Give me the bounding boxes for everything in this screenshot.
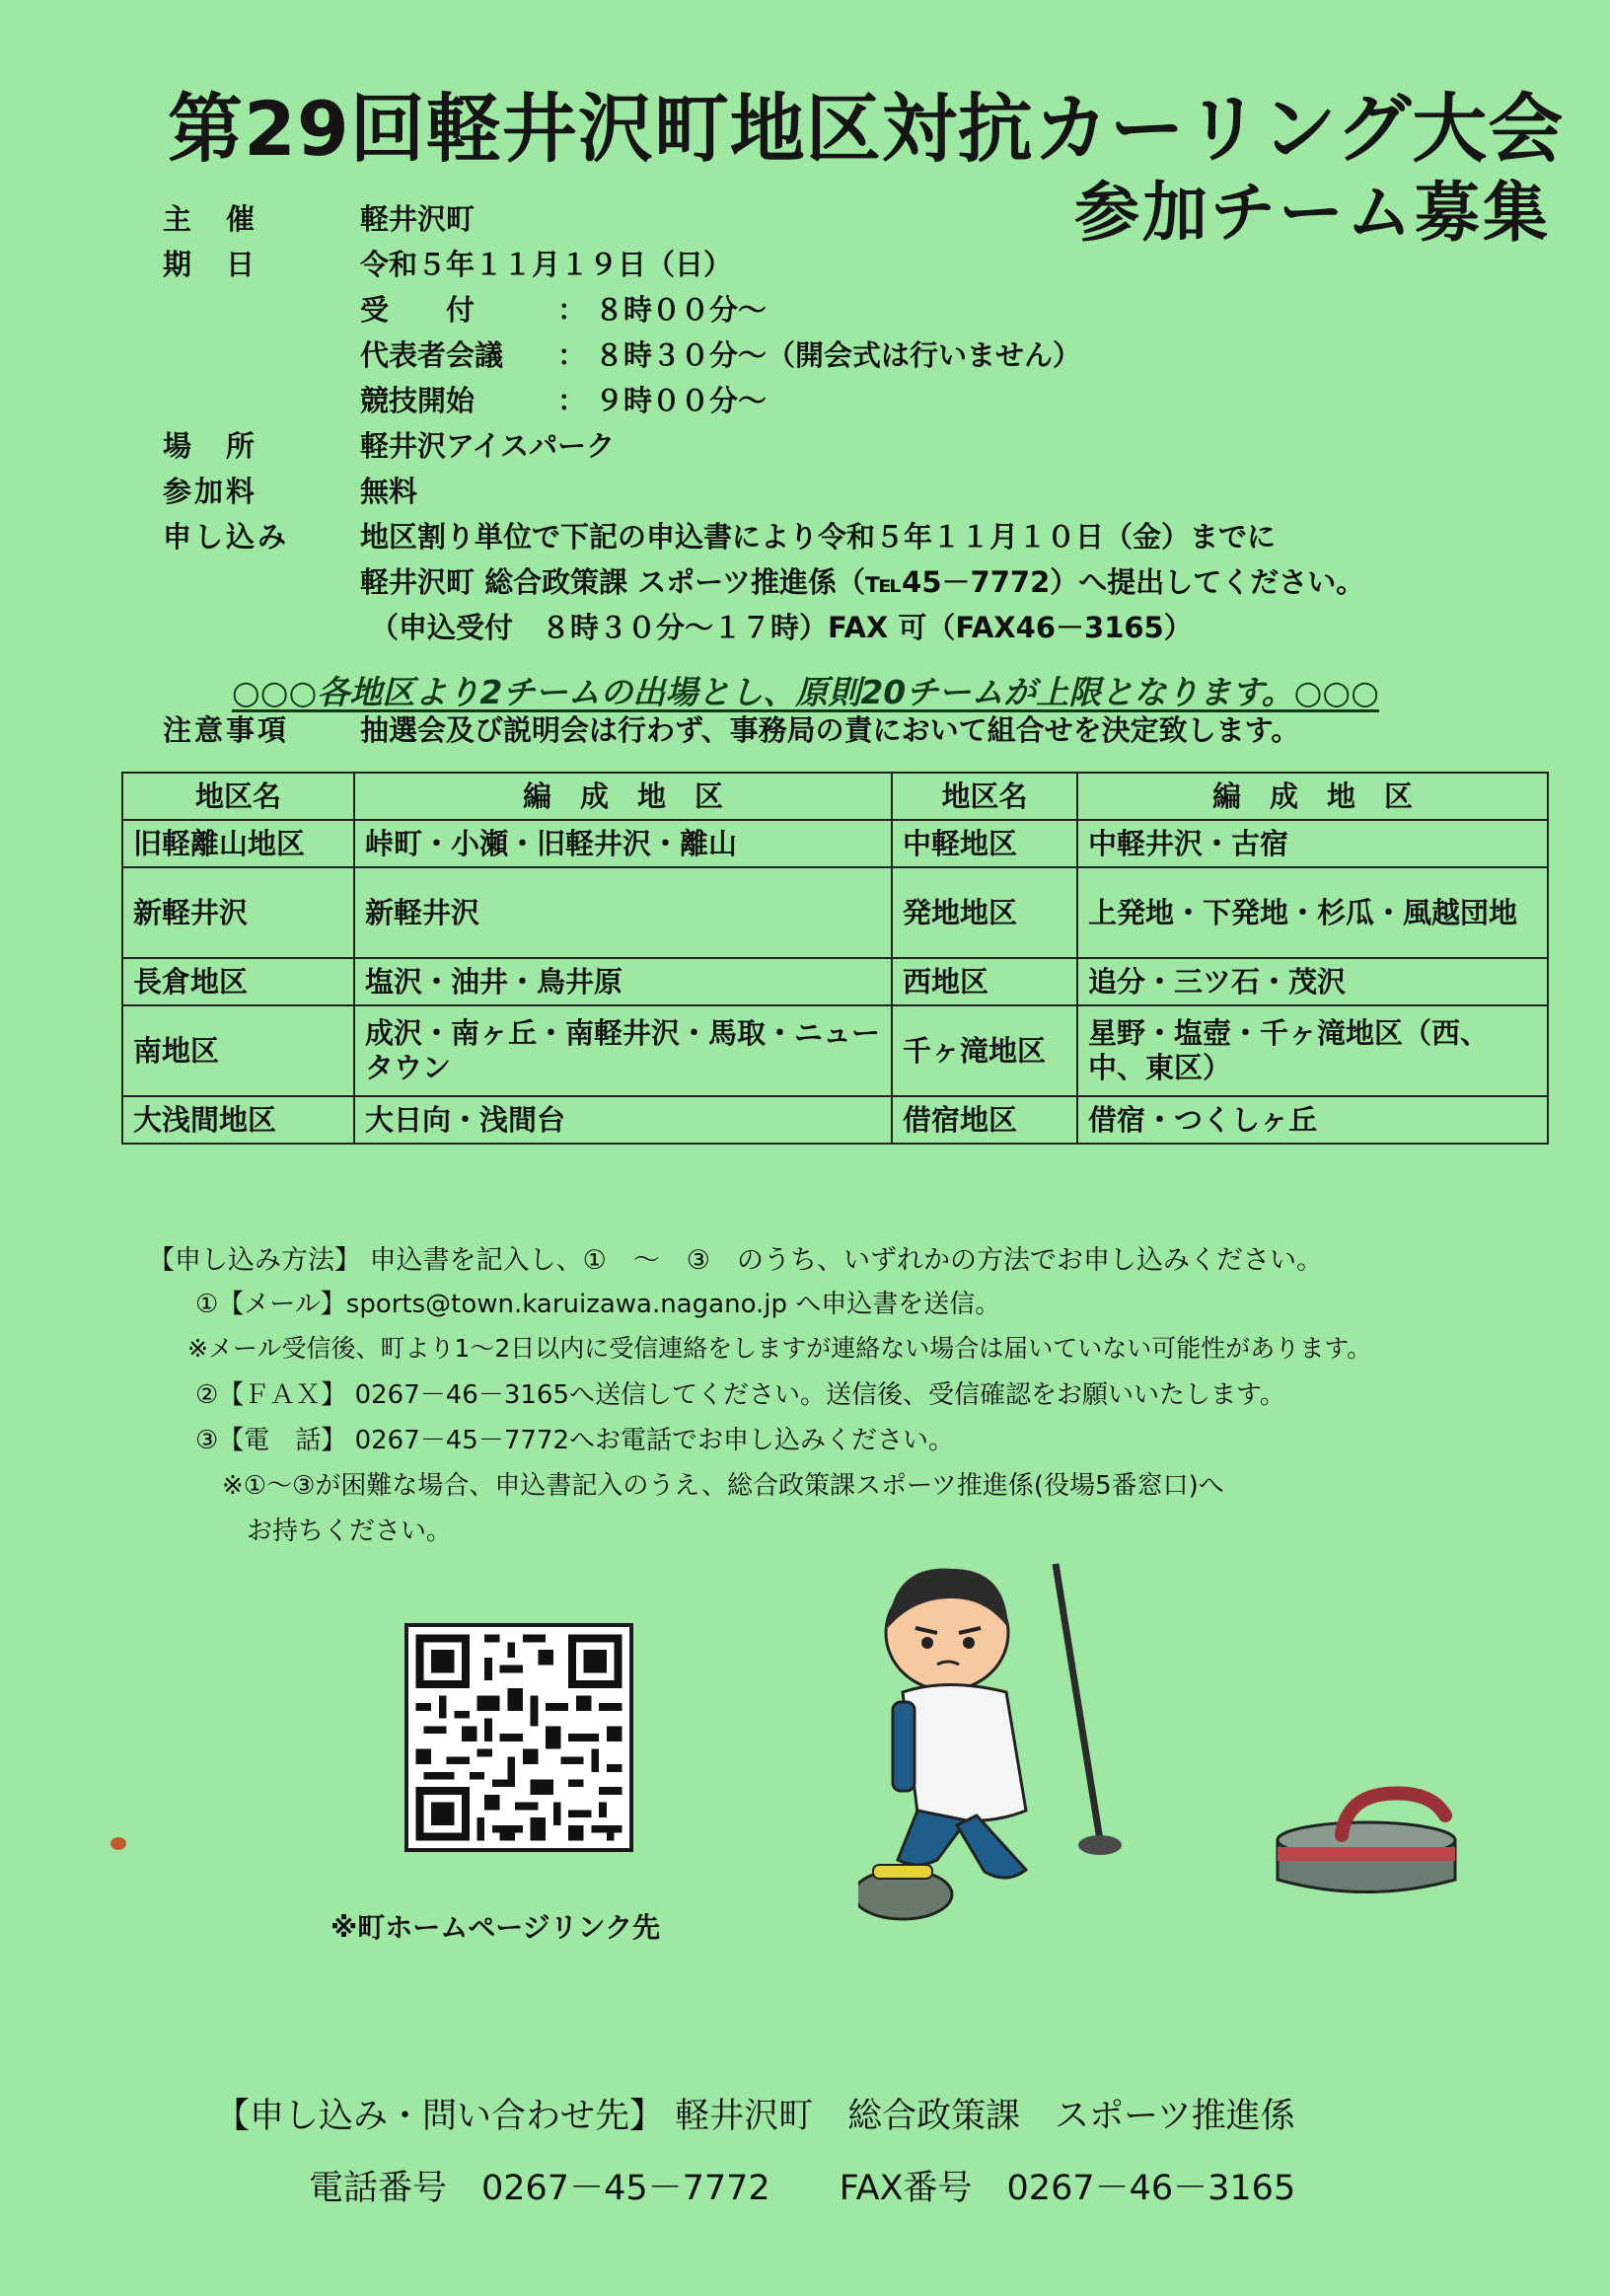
table-row <box>122 867 1548 958</box>
table-header: 編 成 地 区 <box>354 773 892 820</box>
district-areas: 新軽井沢 <box>354 867 892 958</box>
fee-label: 参加料 <box>163 475 258 508</box>
table-row <box>122 820 1548 867</box>
paper-blot <box>110 1837 126 1850</box>
method-alt-line2: お持ちください。 <box>247 1517 453 1546</box>
schedule-reception: 受 付 ： ８時００分～ <box>360 293 768 327</box>
schedule-start: 競技開始 ： ９時００分～ <box>360 384 768 417</box>
contact-heading: 【申し込み・問い合わせ先】 軽井沢町 総合政策課 スポーツ推進係 <box>215 2097 1295 2136</box>
apply-line2: 軽井沢町 総合政策課 スポーツ推進係（℡45－7772）へ提出してください。 <box>360 565 1365 599</box>
district-name: 南地区 <box>122 1005 354 1096</box>
contact-phone: 電話番号 0267－45－7772 <box>309 2169 770 2208</box>
district-areas: 追分・三ツ石・茂沢 <box>1077 958 1548 1005</box>
table-header: 地区名 <box>122 773 354 820</box>
apply-line1: 地区割り単位で下記の申込書により令和５年１１月１０日（金）までに <box>360 520 1277 554</box>
fee-value: 無料 <box>360 475 418 508</box>
method-fax: ②【ＦＡＸ】 0267－46－3165へ送信してください。送信後、受信確認をお願いいたします。 <box>195 1380 1285 1410</box>
district-areas: 中軽井沢・古宿 <box>1077 820 1548 867</box>
team-limit-note: ○○○各地区より2チームの出場とし、原則20チームが上限となります。○○○ <box>232 673 1380 711</box>
notes-value: 抽選会及び説明会は行わず、事務局の責において組合せを決定致します。 <box>360 713 1300 747</box>
page-title: 第29回軽井沢町地区対抗カーリング大会 <box>168 85 1565 173</box>
place-label: 場 所 <box>163 429 258 463</box>
district-name: 長倉地区 <box>122 958 354 1005</box>
contact-numbers <box>309 2161 1295 2210</box>
date-label: 期 日 <box>163 248 258 281</box>
district-areas: 上発地・下発地・杉瓜・風越団地 <box>1077 867 1548 958</box>
district-name: 旧軽離山地区 <box>122 820 354 867</box>
district-areas: 星野・塩壺・千ヶ滝地区（西、中、東区） <box>1077 1005 1548 1096</box>
qr-caption: ※町ホームページリンク先 <box>330 1911 661 1944</box>
method-mail: ①【メール】sports@town.karuizawa.nagano.jp へ申込書を送信。 <box>195 1290 1001 1319</box>
schedule-meeting: 代表者会議 ： ８時３０分～（開会式は行いません） <box>360 338 1082 372</box>
district-name: 中軽地区 <box>892 820 1077 867</box>
notes-label: 注意事項 <box>163 713 290 747</box>
district-areas: 借宿・つくしヶ丘 <box>1077 1096 1548 1144</box>
date-value: 令和５年１１月１９日（日） <box>360 248 733 281</box>
page-subtitle: 参加チーム募集 <box>1074 175 1551 251</box>
method-alt-line1: ※①～③が困難な場合、申込書記入のうえ、総合政策課スポーツ推進係(役場5番窓口)へ <box>222 1471 1224 1501</box>
contact-fax: FAX番号 0267－46－3165 <box>839 2169 1296 2208</box>
district-name: 千ヶ滝地区 <box>892 1005 1077 1096</box>
district-areas: 峠町・小瀬・旧軽井沢・離山 <box>354 820 892 867</box>
curling-player-icon <box>858 1544 1144 1939</box>
table-row <box>122 1096 1548 1144</box>
district-areas: 成沢・南ヶ丘・南軽井沢・馬取・ニュータウン <box>354 1005 892 1096</box>
table-header: 編 成 地 区 <box>1077 773 1548 820</box>
district-name: 西地区 <box>892 958 1077 1005</box>
table-header: 地区名 <box>892 773 1077 820</box>
district-table <box>121 772 1549 1145</box>
district-areas: 大日向・浅間台 <box>354 1096 892 1144</box>
curling-stone-icon <box>1258 1776 1475 1914</box>
district-name: 借宿地区 <box>892 1096 1077 1144</box>
apply-label: 申し込み <box>163 520 290 554</box>
organizer-label: 主 催 <box>163 202 258 236</box>
method-mail-note: ※メール受信後、町より1～2日以内に受信連絡をしますが連絡ない場合は届いていない可能性があります。 <box>187 1334 1372 1363</box>
table-row <box>122 1005 1548 1096</box>
district-areas: 塩沢・油井・鳥井原 <box>354 958 892 1005</box>
district-name: 発地地区 <box>892 867 1077 958</box>
qr-code-icon[interactable] <box>404 1623 633 1852</box>
method-intro: 【申し込み方法】 申込書を記入し、① ～ ③ のうち、いずれかの方法でお申し込みください。 <box>148 1245 1323 1276</box>
place-value: 軽井沢アイスパーク <box>360 429 616 463</box>
district-name: 大浅間地区 <box>122 1096 354 1144</box>
organizer-value: 軽井沢町 <box>360 202 476 236</box>
table-row <box>122 958 1548 1005</box>
district-name: 新軽井沢 <box>122 867 354 958</box>
apply-line3: （申込受付 ８時３０分～１７時）FAX 可（FAX46－3165） <box>370 611 1193 644</box>
method-phone: ③【電 話】 0267－45－7772へお電話でお申し込みください。 <box>195 1426 954 1455</box>
